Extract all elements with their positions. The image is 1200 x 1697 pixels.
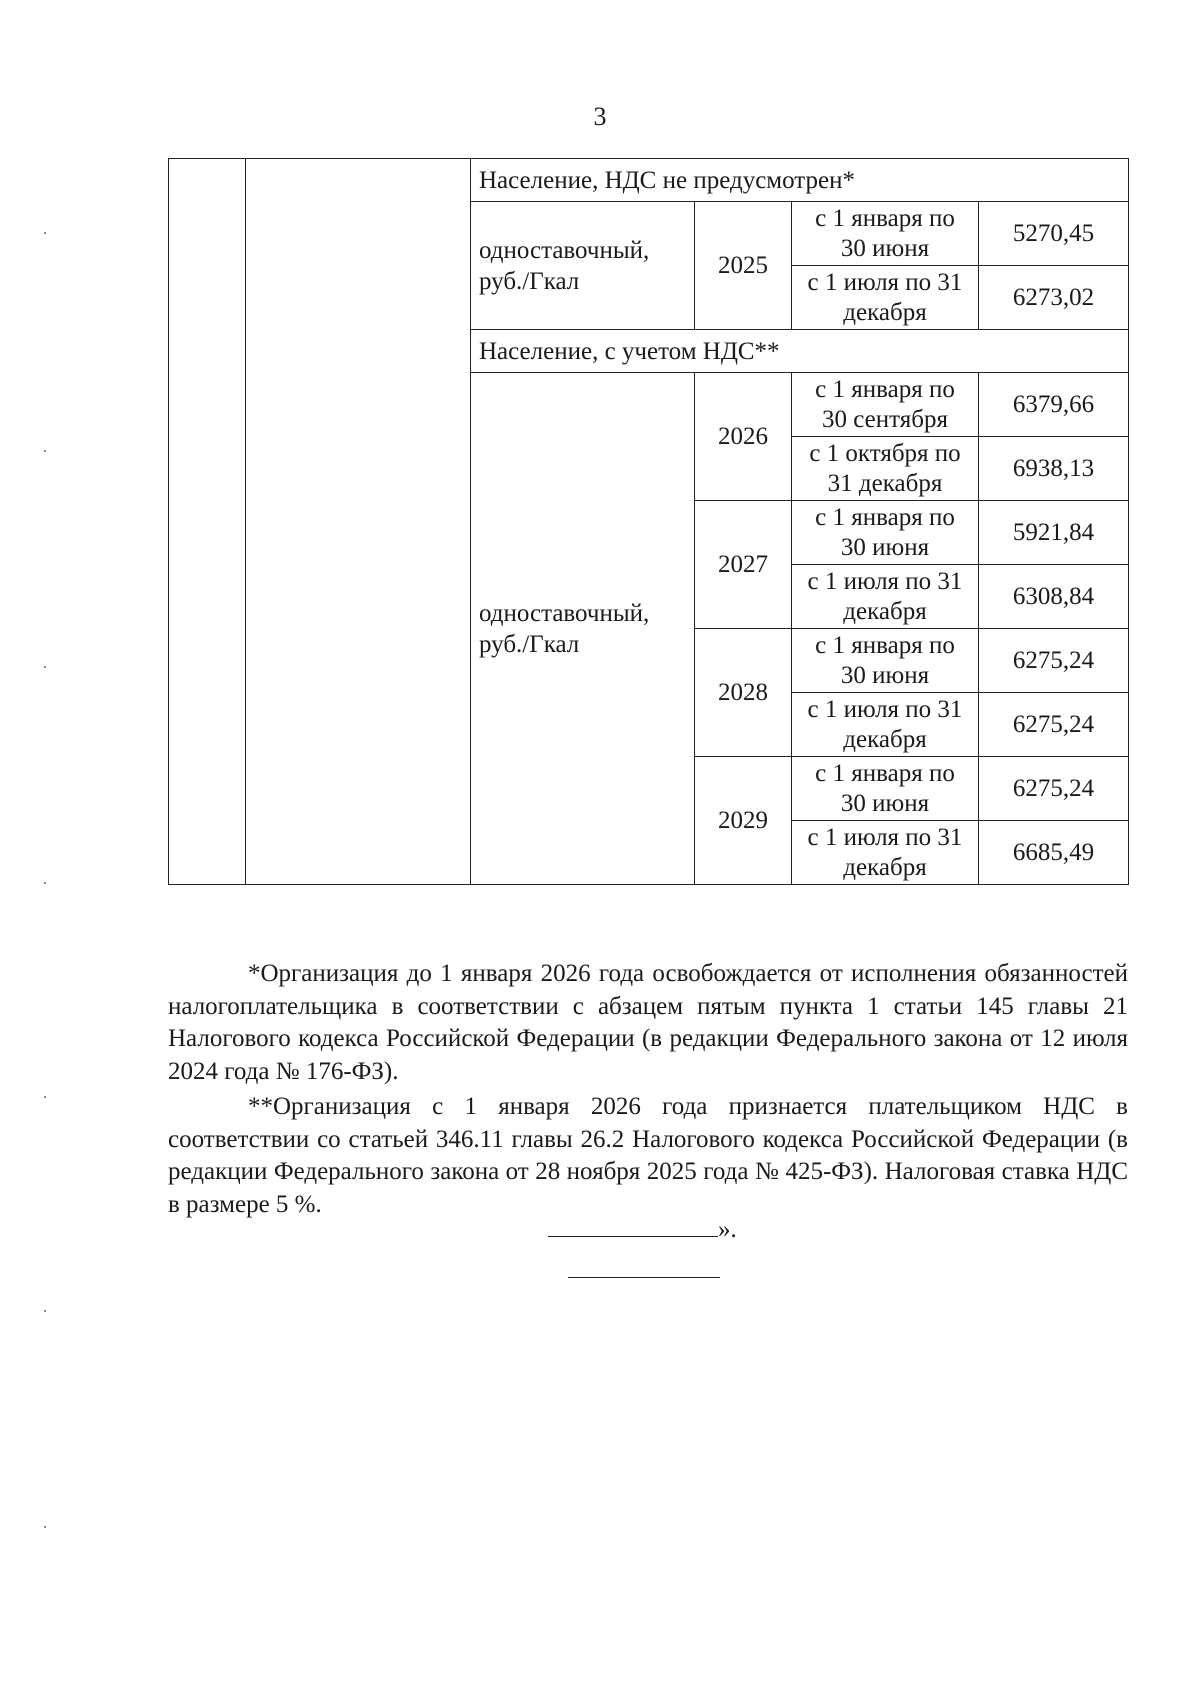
period-cell: с 1 января по 30 сентября — [792, 373, 979, 437]
year-cell: 2028 — [695, 629, 792, 757]
group-header-no-vat: Население, НДС не предусмотрен* — [471, 159, 1129, 202]
tariff-value-cell: 6379,66 — [979, 373, 1129, 437]
period-cell: с 1 июля по 31 декабря — [792, 565, 979, 629]
tariff-value-cell: 6275,24 — [979, 629, 1129, 693]
scan-speck — [44, 1310, 46, 1312]
scan-speck — [44, 1096, 46, 1098]
tariff-value-cell: 6273,02 — [979, 266, 1129, 330]
blank-underline — [548, 1218, 718, 1237]
period-cell: с 1 января по 30 июня — [792, 202, 979, 266]
period-cell: с 1 января по 30 июня — [792, 629, 979, 693]
group-header-with-vat: Население, с учетом НДС** — [471, 330, 1129, 373]
period-cell: с 1 июля по 31 декабря — [792, 266, 979, 330]
tariff-table — [168, 158, 1129, 885]
tariff-value-cell: 6275,24 — [979, 693, 1129, 757]
period-cell: с 1 июля по 31 декабря — [792, 693, 979, 757]
closing-mark-line — [548, 1216, 768, 1244]
empty-cell-organization — [246, 159, 471, 885]
scan-speck — [44, 666, 46, 668]
tariff-value-cell: 5270,45 — [979, 202, 1129, 266]
tariff-value-cell: 6308,84 — [979, 565, 1129, 629]
empty-cell-number — [169, 159, 246, 885]
rate-type-cell: одноставочный, руб./Гкал — [471, 373, 695, 885]
period-cell: с 1 января по 30 июня — [792, 501, 979, 565]
page-number: 3 — [593, 102, 607, 131]
year-cell: 2029 — [695, 757, 792, 885]
tariff-value-cell: 6275,24 — [979, 757, 1129, 821]
end-separator-line — [568, 1277, 720, 1278]
closing-quote: ». — [718, 1216, 737, 1243]
footnote-no-vat: *Организация до 1 января 2026 года освобождается от исполнения обязанностей налогоплательщика в соответствии с абзацем пятым пункта 1 статьи 145 главы 21 Налогового кодекса Российской Федерации (в редакции Федерального закона от 12 июля 2024 года № 176-ФЗ). — [168, 960, 1128, 1085]
tariff-value-cell: 6685,49 — [979, 821, 1129, 885]
tariff-value-cell: 6938,13 — [979, 437, 1129, 501]
tariff-value-cell: 5921,84 — [979, 501, 1129, 565]
footnotes — [168, 958, 1128, 1224]
year-cell: 2025 — [695, 202, 792, 330]
scan-speck — [44, 232, 46, 234]
scan-speck — [44, 1526, 46, 1528]
rate-type-cell: одноставочный, руб./Гкал — [471, 202, 695, 330]
period-cell: с 1 октября по 31 декабря — [792, 437, 979, 501]
table-row — [169, 159, 1129, 202]
year-cell: 2027 — [695, 501, 792, 629]
period-cell: с 1 января по 30 июня — [792, 757, 979, 821]
footnote-with-vat: **Организация с 1 января 2026 года признается плательщиком НДС в соответствии со статьей 346.11 главы 26.2 Налогового кодекса Российской Федерации (в редакции Федерального закона от 28 ноября 2025 года № 425-ФЗ). Налоговая ставка НДС в размере 5 %. — [168, 1093, 1128, 1218]
year-cell: 2026 — [695, 373, 792, 501]
period-cell: с 1 июля по 31 декабря — [792, 821, 979, 885]
scan-speck — [44, 882, 46, 884]
scan-speck — [44, 450, 46, 452]
